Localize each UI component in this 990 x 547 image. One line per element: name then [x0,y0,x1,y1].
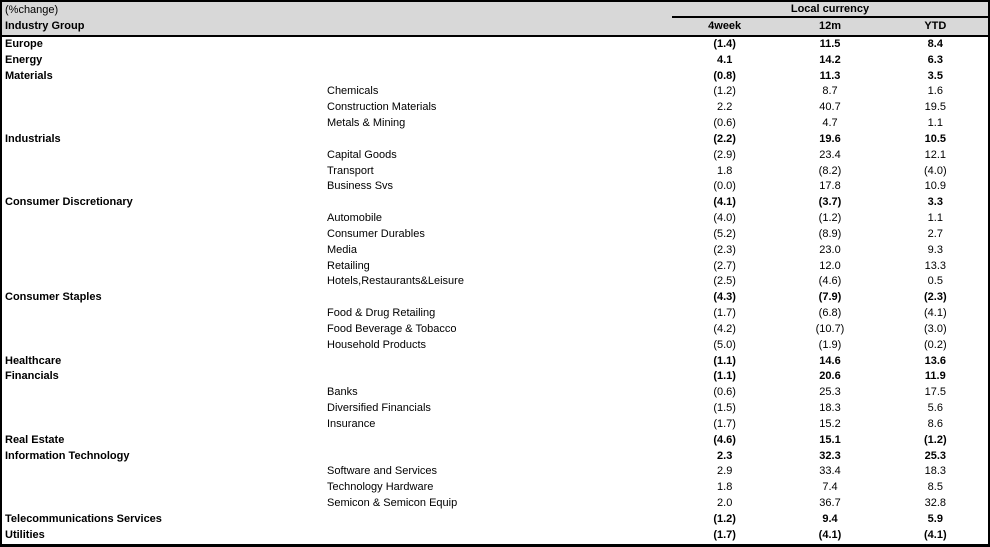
value-ytd: 8.5 [927,481,943,494]
industry-label: Telecommunications Services [5,512,162,525]
table-row [2,369,988,385]
value-4week: (0.0) [713,180,736,193]
value-4week: (1.7) [713,307,736,320]
value-ytd: 1.1 [927,212,943,225]
value-ytd: 17.5 [924,386,947,399]
value-12m: (4.6) [818,275,842,288]
table-row [2,195,988,211]
industry-label: Consumer Durables [327,227,425,240]
header-row-columns [2,18,988,35]
value-12m: 8.7 [822,85,838,98]
value-ytd: 9.3 [927,243,943,256]
value-ytd: 12.1 [924,148,947,161]
value-12m: (10.7) [815,322,845,335]
value-4week: 2.3 [717,449,733,462]
value-4week: (1.4) [713,38,736,50]
table-row [2,53,988,69]
value-4week: (1.7) [713,528,736,541]
value-4week: (2.5) [713,275,736,288]
pct-change-label: (%change) [5,4,59,16]
value-ytd: (4.0) [924,164,947,177]
value-4week: (1.1) [713,370,736,383]
value-ytd: 1.1 [927,117,943,130]
value-12m: 40.7 [819,101,841,114]
table-row [2,69,988,85]
table-row [2,306,988,322]
industry-label: Technology Hardware [327,481,434,494]
table-row [2,132,988,148]
value-4week: (2.2) [713,132,736,145]
table-row [2,274,988,290]
industry-label: Consumer Staples [5,291,102,304]
table-row [2,338,988,354]
value-4week: (4.3) [713,291,736,304]
industry-label: Semicon & Semicon Equip [327,497,458,510]
value-4week: 1.8 [717,481,733,494]
industry-label: Food & Drug Retailing [327,307,436,320]
value-4week: 2.2 [717,101,733,114]
value-12m: 14.6 [819,354,841,367]
value-12m: 33.4 [819,465,841,478]
industry-label: Banks [327,386,358,399]
value-12m: 14.2 [819,53,841,66]
value-4week: (1.5) [713,402,736,415]
industry-label: Consumer Discretionary [5,196,133,209]
table-row [2,243,988,259]
value-4week: (1.2) [713,85,736,98]
table-row [2,259,988,275]
value-4week: (2.9) [713,148,736,161]
value-ytd: 18.3 [924,465,947,478]
value-12m: (4.1) [818,528,842,541]
industry-group-header: Industry Group [5,20,85,32]
value-12m: (7.9) [818,291,842,304]
industry-label: Information Technology [5,449,130,462]
table-row [2,322,988,338]
value-12m: 4.7 [822,117,838,130]
table-row [2,37,988,53]
value-4week: (2.7) [713,259,736,272]
table-row [2,211,988,227]
table-row [2,116,988,132]
table-row [2,164,988,180]
industry-label: Europe [5,38,43,50]
value-4week: (4.2) [713,322,736,335]
value-ytd: 32.8 [924,497,947,510]
table-row [2,480,988,496]
table-body [2,37,988,544]
value-12m: (3.7) [818,196,842,209]
value-4week: (5.0) [713,338,736,351]
table-row [2,401,988,417]
value-ytd: (1.2) [924,433,947,446]
value-4week: (0.6) [713,386,736,399]
value-ytd: (4.1) [924,307,947,320]
table-row [2,84,988,100]
value-ytd: 13.6 [924,354,947,367]
value-ytd: (3.0) [924,322,947,335]
table-row [2,464,988,480]
value-ytd: 0.5 [927,275,943,288]
header-row-top [2,2,988,18]
value-4week: (1.7) [713,417,736,430]
value-12m: 7.4 [822,481,838,494]
table-row [2,179,988,195]
table-row [2,100,988,116]
value-12m: 15.1 [819,433,841,446]
industry-label: Business Svs [327,180,394,193]
value-12m: (6.8) [818,307,842,320]
industry-label: Automobile [327,212,383,225]
value-4week: (4.6) [713,433,736,446]
value-12m: 15.2 [819,417,841,430]
industry-label: Energy [5,53,43,66]
value-4week: (2.3) [713,243,736,256]
value-4week: (1.1) [713,354,736,367]
value-12m: (8.9) [818,227,842,240]
industry-label: Capital Goods [327,148,397,161]
column-header-12m: 12m [818,20,841,32]
industry-label: Healthcare [5,354,62,367]
value-12m: 23.4 [819,148,841,161]
value-4week: (5.2) [713,227,736,240]
table-row [2,449,988,465]
value-ytd: 5.6 [927,402,943,415]
column-header-ytd: YTD [924,20,947,32]
industry-label: Media [327,243,357,256]
value-4week: 2.0 [717,497,733,510]
value-4week: 4.1 [717,53,733,66]
value-ytd: 11.9 [924,370,946,383]
value-4week: (1.2) [713,512,736,525]
industry-label: Utilities [5,528,45,541]
table-row [2,433,988,449]
value-12m: 18.3 [819,402,841,415]
value-ytd: (4.1) [924,528,947,541]
value-ytd: 10.5 [924,132,947,145]
table-row [2,290,988,306]
industry-label: Real Estate [5,433,65,446]
industry-label: Food Beverage & Tobacco [327,322,457,335]
value-12m: 17.8 [819,180,841,193]
industry-label: Insurance [327,417,376,430]
value-12m: (1.2) [818,212,842,225]
table-row [2,512,988,528]
value-12m: 32.3 [819,449,841,462]
industry-label: Industrials [5,132,61,145]
value-12m: 23.0 [819,243,841,256]
industry-label: Hotels,Restaurants&Leisure [327,275,464,288]
industry-label: Chemicals [327,85,379,98]
value-12m: 25.3 [819,386,841,399]
value-12m: 36.7 [819,497,841,510]
industry-label: Diversified Financials [327,402,431,415]
value-ytd: 25.3 [924,449,947,462]
value-ytd: 8.6 [927,417,943,430]
table-row [2,417,988,433]
value-4week: (0.6) [713,117,736,130]
industry-label: Financials [5,370,59,383]
industry-label: Metals & Mining [327,117,406,130]
value-ytd: 19.5 [924,101,947,114]
value-ytd: (0.2) [924,338,947,351]
value-4week: (4.0) [713,212,736,225]
value-ytd: 1.6 [927,85,943,98]
value-12m: (1.9) [818,338,842,351]
table-row [2,496,988,512]
value-ytd: 3.5 [927,69,943,82]
local-currency-header: Local currency [672,2,988,18]
value-12m: (8.2) [818,164,842,177]
value-ytd: 10.9 [924,180,947,193]
value-4week: 2.9 [717,465,733,478]
value-12m: 11.5 [819,38,841,50]
value-ytd: 3.3 [927,196,943,209]
value-ytd: 2.7 [927,227,943,240]
value-ytd: 8.4 [927,38,943,50]
table-row [2,148,988,164]
industry-label: Retailing [327,259,370,272]
value-12m: 9.4 [822,512,838,525]
value-12m: 20.6 [819,370,841,383]
industry-label: Materials [5,69,53,82]
table-header [2,2,988,37]
industry-label: Software and Services [327,465,438,478]
table-row [2,354,988,370]
column-header-4week: 4week [708,20,742,32]
industry-label: Transport [327,164,374,177]
value-12m: 19.6 [819,132,841,145]
table-row [2,385,988,401]
value-ytd: 5.9 [927,512,943,525]
industry-label: Construction Materials [327,101,437,114]
value-ytd: (2.3) [924,291,947,304]
value-12m: 12.0 [819,259,841,272]
industry-label: Household Products [327,338,427,351]
value-ytd: 6.3 [927,53,943,66]
value-ytd: 13.3 [924,259,947,272]
value-4week: 1.8 [717,164,733,177]
value-12m: 11.3 [819,69,841,82]
value-4week: (4.1) [713,196,736,209]
table-row [2,227,988,243]
value-4week: (0.8) [713,69,736,82]
table-row [2,528,988,544]
